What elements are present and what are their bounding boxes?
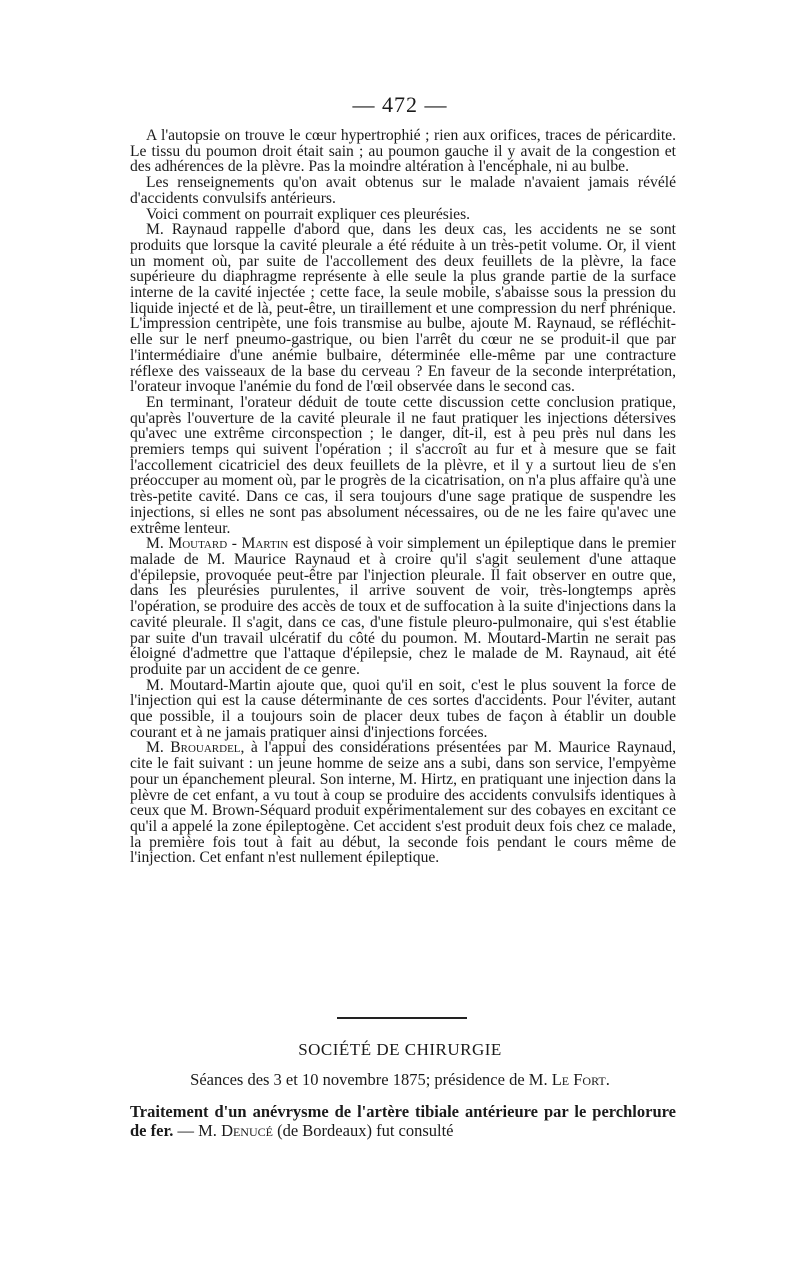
page-number: — 472 —: [352, 92, 448, 117]
paragraph-explication: Voici comment on pourrait expliquer ces pleurésies.: [146, 205, 471, 223]
paragraph-renseignements: Les renseignements qu'on avait obtenus sur le malade n'avaient jamais révélé d'accidents convulsifs antérieurs.: [130, 174, 676, 207]
session-end: .: [605, 1070, 610, 1089]
president-name: Le Fort: [551, 1070, 606, 1089]
section-title: SOCIÉTÉ DE CHIRURGIE: [298, 1040, 502, 1059]
paragraph-autopsy: A l'autopsie on trouve le cœur hypertrophié ; rien aux orifices, traces de péricardite. Le tissu du poumon droit était sain ; au poumon gauche il y avait de la congestion et des adhérences de la plèvre. Pas la moindre altération à l'encéphale, ni au bulbe.: [130, 127, 676, 176]
article-dash: — M.: [173, 1121, 222, 1140]
main-text: [130, 128, 676, 866]
speaker-name: Moutard - Martin: [168, 535, 289, 553]
paragraph-moutard-martin: [130, 536, 676, 677]
session-line: [0, 1070, 800, 1090]
speaker-name: Brouardel: [170, 739, 241, 757]
paragraph-conclusion: En terminant, l'orateur déduit de toute cette discussion cette conclusion pratique, qu'après l'ouverture de la cavité pleurale il ne faut pratiquer les injections détersives qu'avec une extrême circonspection ; le danger, dit-il, est à peu près nul dans les premiers temps qui suivent l'opération ; il s'accroît au fur et à mesure que se fait l'accollement cicatriciel des deux feuillets de la plèvre, et il y a surtout lieu de s'en préoccuper au moment où, par le progrès de la cicatrisation, on n'a plus affaire qu'à une très-petite cavité. Dans ce cas, il sera toujours d'une sage pratique de suspendre les injections, si elles ne sont pas absolument nécessaires, ou de ne les faire qu'avec une extrême lenteur.: [130, 393, 676, 537]
session-dates: Séances des 3 et 10 novembre 1875; présidence de M.: [190, 1070, 552, 1089]
paragraph-moutard-martin-2: M. Moutard-Martin ajoute que, quoi qu'il en soit, c'est le plus souvent la force de l'injection qui est la cause déterminante de ces sortes d'accidents. Pour l'éviter, autant que possible, il a toujours soin de placer deux tubes de façon à établir un double courant et à ne jamais pratiquer ainsi d'injections forcées.: [130, 676, 676, 741]
paragraph-text: , à l'appui des considérations présentées par M. Maurice Raynaud, cite le fait suivant : un jeune homme de seize ans a subi, dans son service, l'empyème pour un épanchement pleural. Son interne, M. Hirtz, en pratiquant une injection dans la plèvre de cet enfant, a vu tout à coup se produire des accidents convulsifs identiques à ceux que M. Brown-Séquard produit expérimentalement sur des cobayes en excitant ce qu'il a appelé la zone épileptogène. Cet accident s'est produit deux fois chez ce malade, la première fois tout à fait au début, la seconde fois pendant le cours même de l'injection. Cet enfant n'est nullement épileptique.: [130, 739, 677, 867]
speaker-prefix: M.: [146, 739, 171, 757]
paragraph-brouardel: [130, 740, 676, 866]
paragraph-raynaud: M. Raynaud rappelle d'abord que, dans les deux cas, les accidents ne se sont produits que lorsque la cavité pleurale a été réduite à un très-petit volume. Or, il vient un moment où, par suite de l'accollement des deux feuillets de la plèvre, la face supérieure du diaphragme représente à elle seule la plus grande partie de la surface interne de la cavité injectée ; cette face, la seule mobile, s'abaisse sous la pression du liquide injecté et de là, peut-être, un tiraillement et une compression du nerf phrénique. L'impression centripète, une fois transmise au bulbe, ajoute M. Raynaud, se réfléchit-elle sur le nerf pneumo-gastrique, ou bien l'arrêt du cœur ne se produit-il que par l'intermédiaire d'une anémie bulbaire, déterminée elle-même par une contracture réflexe des vaisseaux de la base du cerveau ? En faveur de la seconde interprétation, l'orateur invoque l'anémie du fond de l'œil observée dans le second cas.: [130, 221, 676, 396]
author-name: Denucé: [221, 1121, 273, 1140]
section-divider: [337, 1017, 467, 1019]
article-text: (de Bordeaux) fut consulté: [272, 1121, 454, 1140]
article-heading: Traitement d'un anévrysme de l'artère tibiale antérieure par le perchlorure de fer.: [130, 1102, 676, 1140]
speaker-prefix: M.: [146, 535, 169, 553]
article-opening: [130, 1102, 676, 1140]
paragraph-text: est disposé à voir simplement un épileptique dans le premier malade de M. Maurice Raynaud et à croire qu'il s'agit seulement d'une attaque d'épilepsie, provoquée peut-être par l'injection pleurale. Il fait observer en outre que, dans les pleurésies purulentes, il arrive souvent de voir, très-longtemps après l'opération, se produire des accès de toux et de suffocation à la suite d'injections dans la cavité pleurale. Il s'agit, dans ce cas, d'une fistule pleuro-pulmonaire, qui s'est établie par suite d'un travail ulcératif du côté du poumon. M. Moutard-Martin ne serait pas éloigné d'admettre que l'attaque d'épilepsie, chez le malade de M. Raynaud, ait été produite par un accident de ce genre.: [130, 535, 676, 678]
